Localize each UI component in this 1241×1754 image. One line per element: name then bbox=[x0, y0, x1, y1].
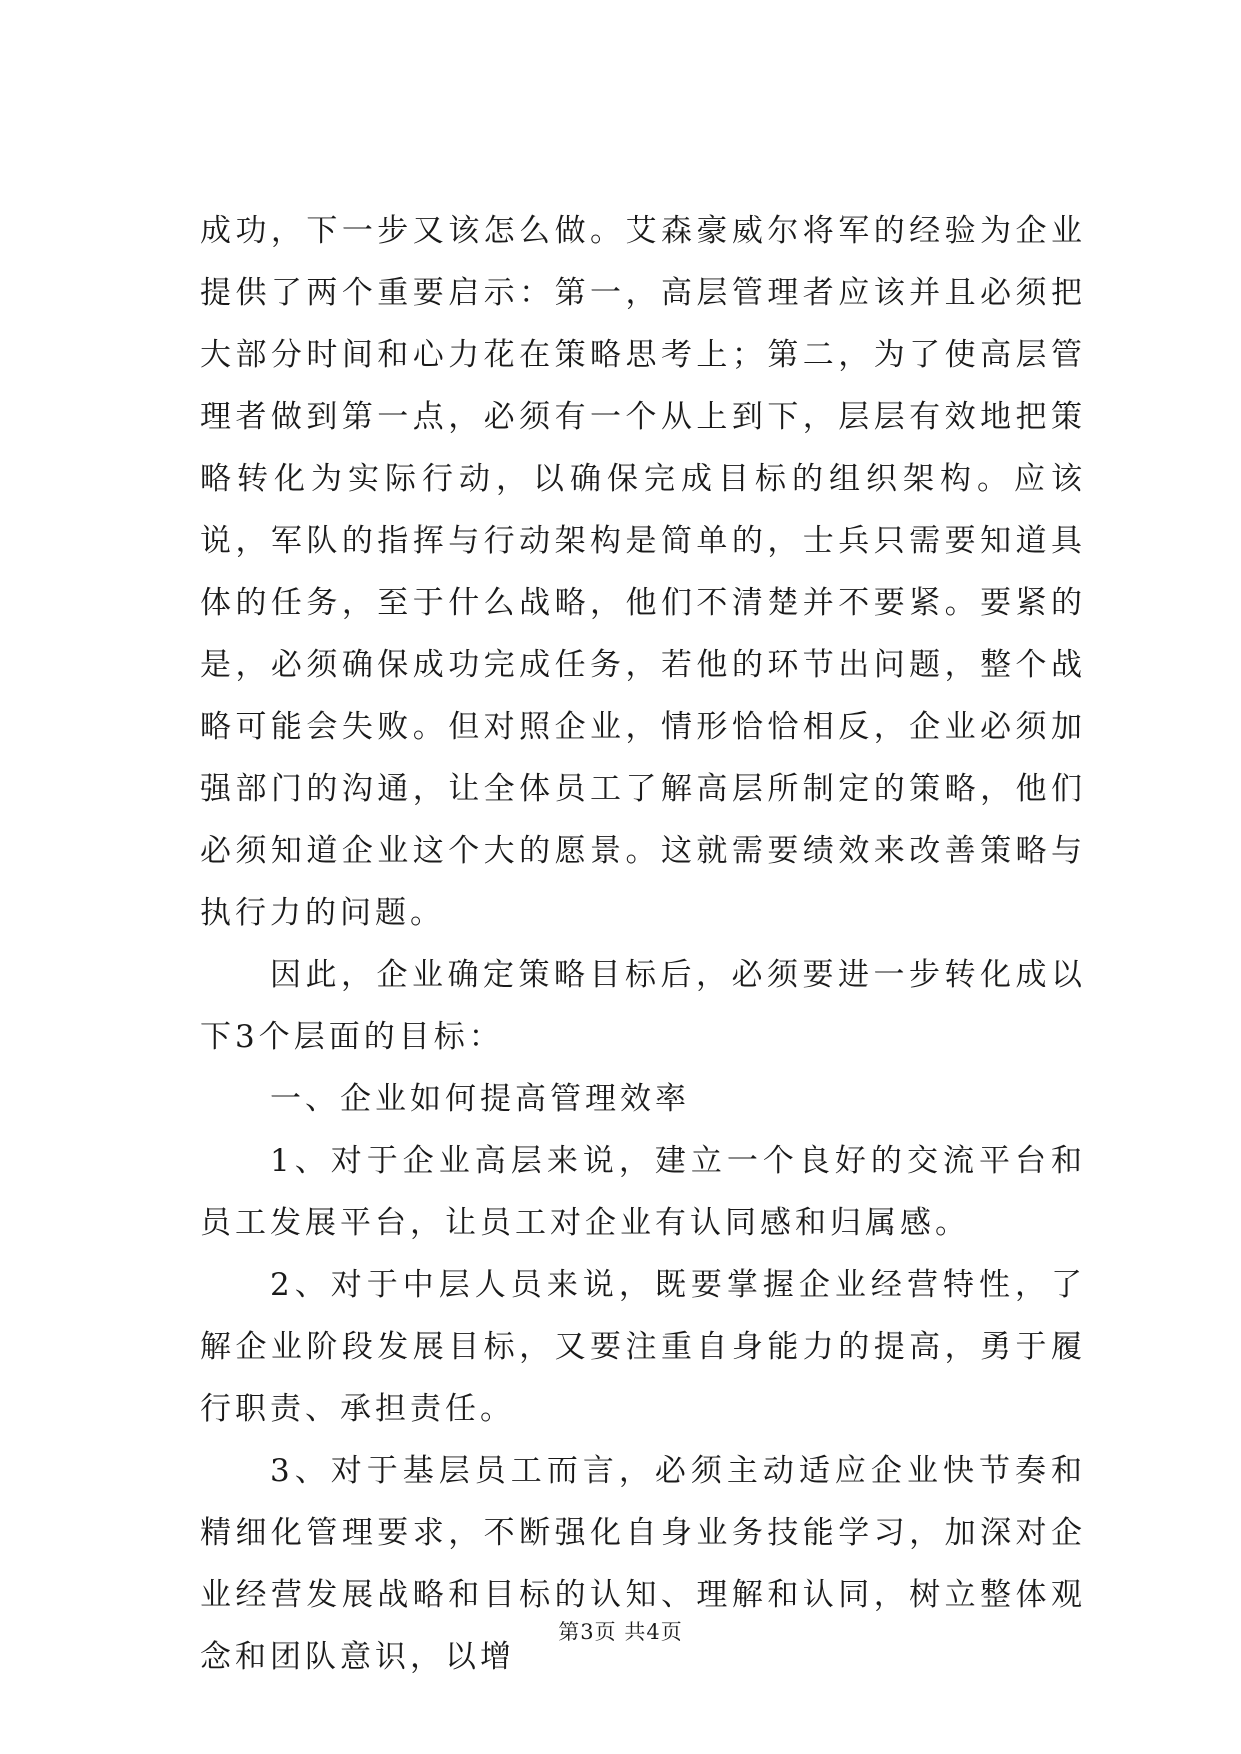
section-heading-management-efficiency: 一、企业如何提高管理效率 bbox=[270, 1081, 690, 1117]
paragraph-item-2: 2、对于中层人员来说，既要掌握企业经营特性，了解企业阶段发展目标，又要注重自身能力的提高，勇于履行职责、承担责任。 bbox=[200, 1267, 1086, 1427]
paragraph-item-1: 1、对于企业高层来说，建立一个良好的交流平台和员工发展平台，让员工对企业有认同感和归属感。 bbox=[200, 1143, 1086, 1241]
paragraph-three-levels-intro: 因此，企业确定策略目标后，必须要进一步转化成以下3个层面的目标： bbox=[200, 957, 1086, 1055]
paragraph-item-3: 3、对于基层员工而言，必须主动适应企业快节奏和精细化管理要求，不断强化自身业务技能学习，加深对企业经营发展战略和目标的认知、理解和认同，树立整体观念和团队意识，以增 bbox=[200, 1453, 1086, 1675]
document-body bbox=[200, 200, 1086, 1688]
paragraph-continuation: 成功，下一步又该怎么做。艾森豪威尔将军的经验为企业提供了两个重要启示：第一，高层管理者应该并且必须把大部分时间和心力花在策略思考上；第二，为了使高层管理者做到第一点，必须有一个从上到下，层层有效地把策略转化为实际行动，以确保完成目标的组织架构。应该说，军队的指挥与行动架构是简单的，士兵只需要知道具体的任务，至于什么战略，他们不清楚并不要紧。要紧的是，必须确保成功完成任务，若他的环节出问题，整个战略可能会失败。但对照企业，情形恰恰相反，企业必须加强部门的沟通，让全体员工了解高层所制定的策略，他们必须知道企业这个大的愿景。这就需要绩效来改善策略与执行力的问题。 bbox=[200, 213, 1086, 931]
page-number-footer: 第3页 共4页 bbox=[558, 1620, 683, 1644]
